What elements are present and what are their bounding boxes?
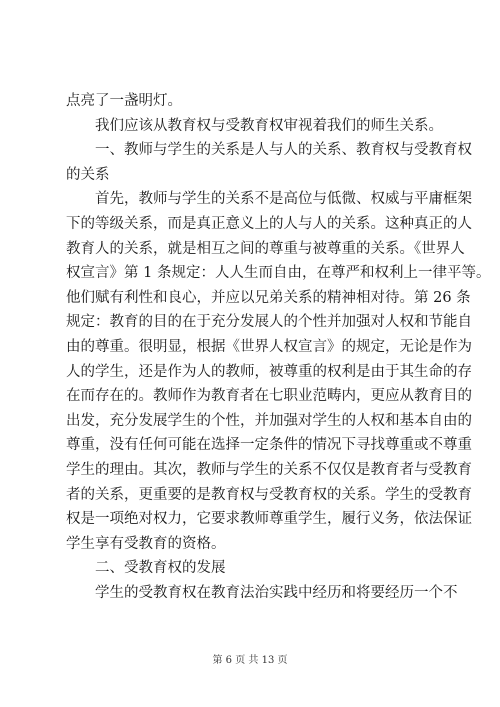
- text-line: 教育人的关系，就是相互之间的尊重与被尊重的关系。《世界人: [66, 240, 465, 257]
- text-line: 的关系: [66, 166, 110, 183]
- page-footer: 第 6 页 共 13 页: [212, 655, 288, 666]
- text-line: 尊重，没有任何可能在选择一定条件的情况下寻找尊重或不尊重: [66, 437, 472, 454]
- text-line: 权宣言》第 1 条规定：人人生而自由，在尊严和权利上一律平等。: [66, 265, 491, 282]
- text-line: 人的学生，还是作为人的教师，被尊重的权利是由于其生命的存: [66, 363, 472, 380]
- text-line: 在而存在的。教师作为教育者在七职业范畴内，更应从教育目的: [66, 388, 472, 405]
- text-line: 点亮了一盏明灯。: [66, 93, 182, 109]
- text-line: 学生的受教育权在教育法治实践中经历和将要经历一个不: [66, 584, 458, 601]
- text-line: 一、教师与学生的关系是人与人的关系、教育权与受教育权: [66, 142, 472, 159]
- body-text: [66, 89, 491, 605]
- text-line: 权是一项绝对权力，它要求教师尊重学生，履行义务，依法保证: [66, 511, 472, 528]
- text-line: 我们应该从教育权与受教育权审视着我们的师生关系。: [66, 117, 443, 134]
- text-line: 出发，充分发展学生的个性，并加强对学生的人权和基本自由的: [66, 412, 472, 429]
- text-line: 者的关系，更重要的是教育权与受教育权的关系。学生的受教育: [66, 486, 472, 503]
- text-line: 二、受教育权的发展: [66, 560, 226, 577]
- text-line: 学生的理由。其次，教师与学生的关系不仅仅是教育者与受教育: [66, 461, 472, 478]
- text-line: 学生享有受教育的资格。: [66, 535, 226, 552]
- text-line: 下的等级关系，而是真正意义上的人与人的关系。这种真正的人: [66, 215, 472, 232]
- text-line: 由的尊重。很明显，根据《世界人权宣言》的规定，无论是作为: [66, 338, 472, 355]
- text-line: 首先，教师与学生的关系不是高位与低微、权威与平庸框架: [66, 191, 472, 208]
- text-line: 规定：教育的目的在于充分发展人的个性并加强对人权和节能自: [66, 314, 472, 331]
- text-line: 他们赋有利性和良心，并应以兄弟关系的精神相对待。第 26 条: [66, 289, 471, 306]
